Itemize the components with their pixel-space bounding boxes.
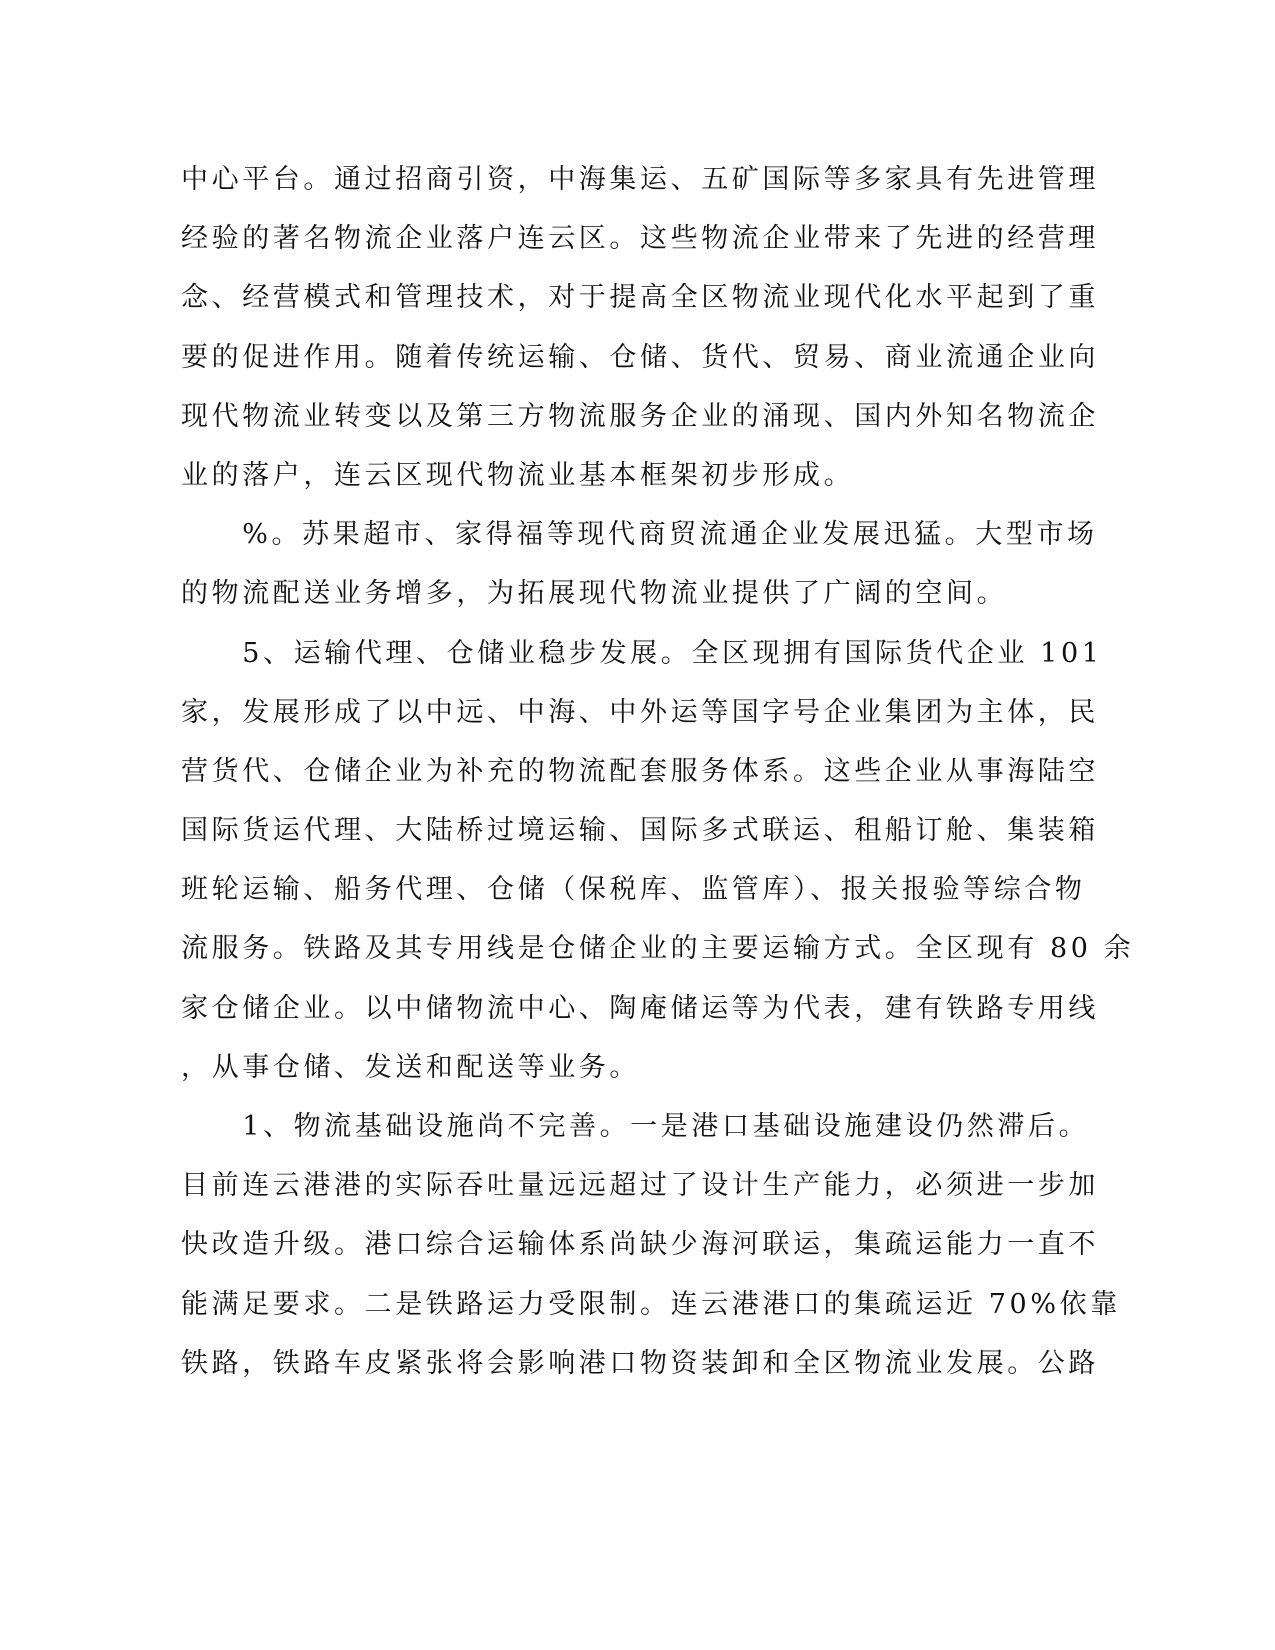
text-line: 能满足要求。二是铁路运力受限制。连云港港口的集疏运近 70%依靠 — [181, 1288, 1121, 1320]
text-line: 5、运输代理、仓储业稳步发展。全区现拥有国际货代企业 101 — [181, 637, 1103, 669]
text-line: 经验的著名物流企业落户连云区。这些物流企业带来了先进的经营理 — [181, 223, 1099, 255]
text-line: 现代物流业转变以及第三方物流服务企业的涌现、国内外知名物流企 — [181, 400, 1099, 432]
text-line: 念、经营模式和管理技术，对于提高全区物流业现代化水平起到了重 — [181, 282, 1099, 314]
text-line: 目前连云港港的实际吞吐量远远超过了设计生产能力，必须进一步加 — [181, 1170, 1099, 1202]
text-line: 要的促进作用。随着传统运输、仓储、货代、贸易、商业流通企业向 — [181, 341, 1099, 373]
text-line: 家，发展形成了以中远、中海、中外运等国字号企业集团为主体，民 — [181, 696, 1099, 728]
text-line: 班轮运输、船务代理、仓储（保税库、监管库）、报关报验等综合物 — [181, 874, 1086, 906]
text-line: 铁路，铁路车皮紧张将会影响港口物资装卸和全区物流业发展。公路 — [181, 1347, 1099, 1379]
text-line: ，从事仓储、发送和配送等业务。 — [181, 1051, 640, 1083]
text-line: 的物流配送业务增多，为拓展现代物流业提供了广阔的空间。 — [181, 578, 1008, 610]
text-line: 快改造升级。港口综合运输体系尚缺少海河联运，集疏运能力一直不 — [181, 1229, 1099, 1261]
text-line: 业的落户，连云区现代物流业基本框架初步形成。 — [181, 459, 855, 491]
text-line: 流服务。铁路及其专用线是仓储企业的主要运输方式。全区现有 80 余 — [181, 933, 1135, 965]
body-text — [181, 150, 1135, 1393]
text-line: 国际货运代理、大陆桥过境运输、国际多式联运、租船订舱、集装箱 — [181, 815, 1099, 847]
text-line: 家仓储企业。以中储物流中心、陶庵储运等为代表，建有铁路专用线 — [181, 992, 1099, 1024]
text-line: 营货代、仓储企业为补充的物流配套服务体系。这些企业从事海陆空 — [181, 755, 1099, 787]
text-line: 中心平台。通过招商引资，中海集运、五矿国际等多家具有先进管理 — [181, 164, 1099, 195]
text-line: %。苏果超市、家得福等现代商贸流通企业发展迅猛。大型市场 — [181, 519, 1098, 551]
text-line: 1、物流基础设施尚不完善。一是港口基础设施建设仍然滞后。 — [181, 1111, 1090, 1142]
